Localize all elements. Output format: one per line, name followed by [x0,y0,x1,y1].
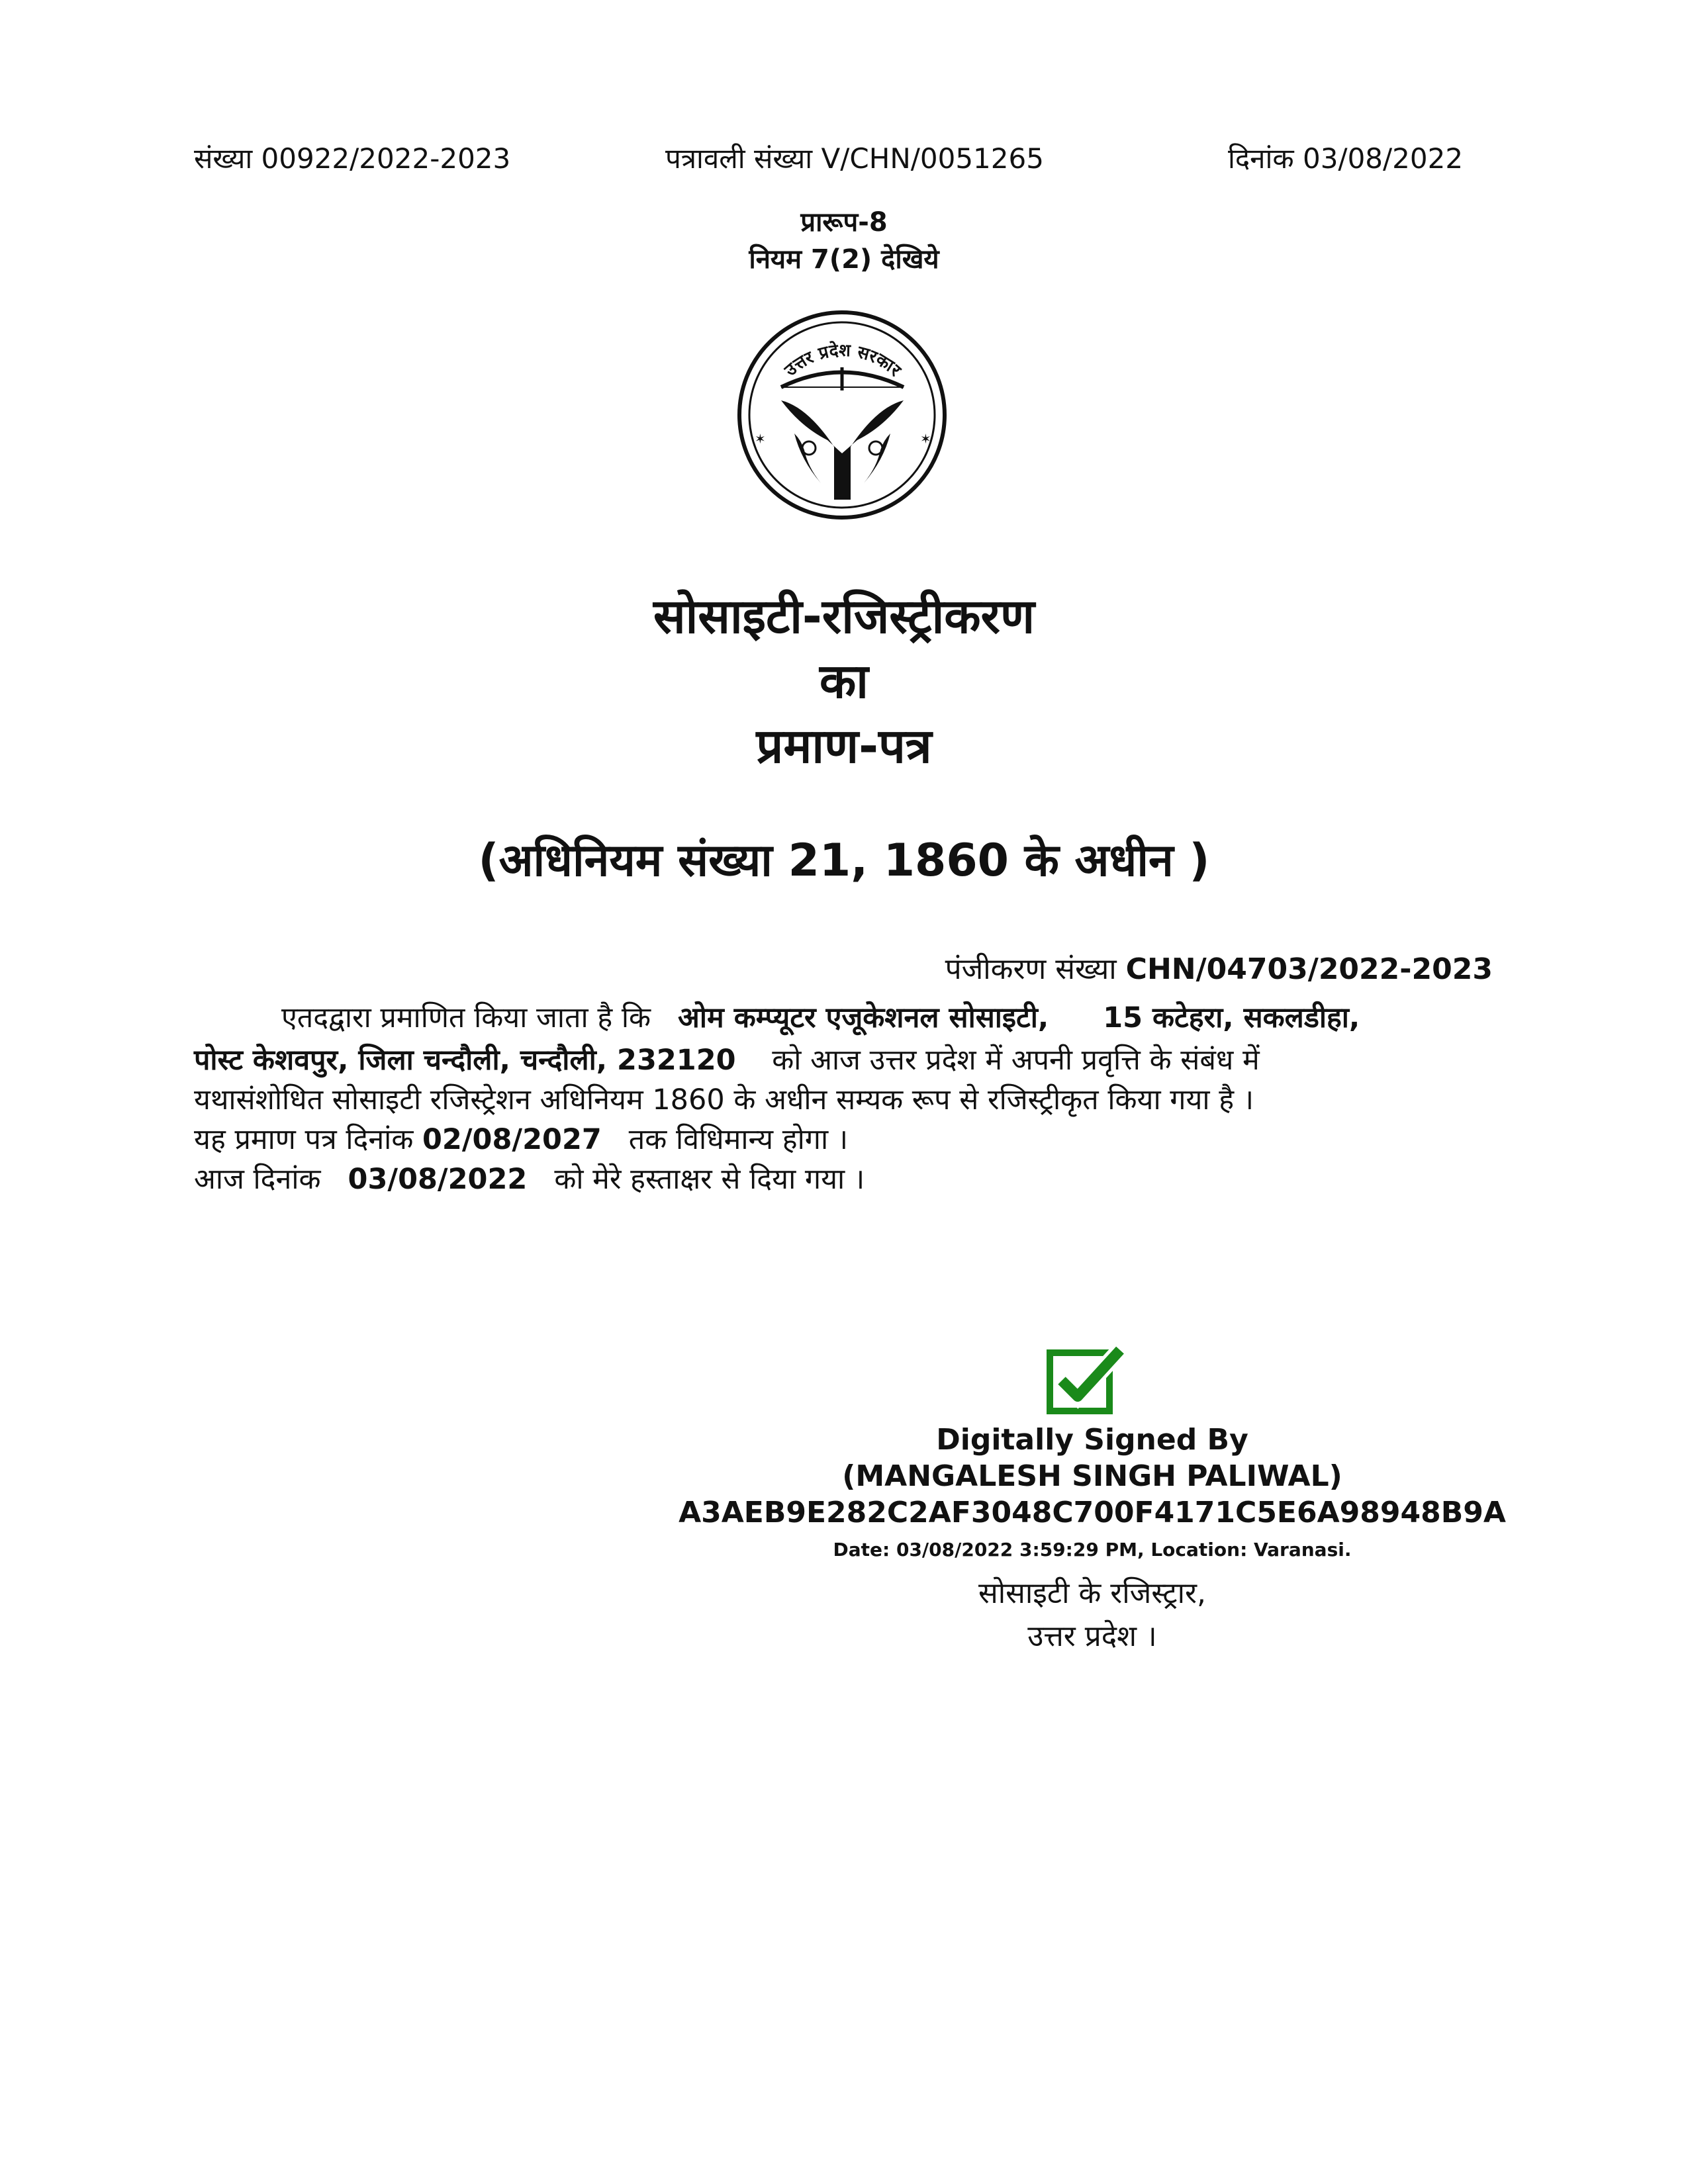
body-line-2-rest: को आज उत्तर प्रदेश में अपनी प्रवृत्ति के संबंध में [772,1044,1260,1077]
signature-hash: A3AEB9E282C2AF3048C700F4171C5E6A98948B9A [679,1496,1506,1529]
certificate-number: संख्या 00922/2022-2023 [194,142,511,175]
registration-value: CHN/04703/2022-2023 [1125,952,1493,986]
body-line-3: यथासंशोधित सोसाइटी रजिस्ट्रेशन अधिनियम 1860 के अधीन सम्यक रूप से रजिस्ट्रीकृत किया गया है । [194,1083,1254,1116]
society-address-1: 15 कटेहरा, सकलडीहा, [1103,1001,1360,1034]
issue-prefix: आज दिनांक [194,1163,321,1196]
certificate-title-line2: का [820,653,868,709]
certificate-date: दिनांक 03/08/2022 [1228,142,1464,175]
svg-text:✶: ✶ [755,431,766,447]
validity-date: 02/08/2027 [422,1123,602,1156]
file-number: पत्रावली संख्या V/CHN/0051265 [665,142,1044,175]
registration-label: पंजीकरण संख्या [945,952,1117,986]
validity-line [194,1120,848,1160]
up-government-seal-icon [735,308,950,523]
signature-date-location: Date: 03/08/2022 3:59:29 PM, Location: Varanasi. [833,1539,1352,1561]
certificate-title-line3: प्रमाण-पत्र [756,718,932,774]
certificate-title-line1: सोसाइटी-रजिस्ट्रीकरण [653,588,1035,644]
form-number: प्रारूप-8 [800,207,888,238]
signature-valid-check-icon [1046,1343,1125,1416]
validity-prefix: यह प्रमाण पत्र दिनांक [194,1123,414,1156]
body-line-2 [194,1040,1260,1080]
registrar-state: उत्तर प्रदेश । [1027,1619,1157,1653]
issue-date: 03/08/2022 [348,1163,528,1196]
registration-number [945,948,1493,987]
issue-suffix: को मेरे हस्ताक्षर से दिया गया । [554,1163,865,1196]
rule-reference: नियम 7(2) देखिये [749,244,939,275]
society-address-2: पोस्ट केशवपुर, जिला चन्दौली, चन्दौली, 232120 [194,1044,736,1077]
body-line-1 [281,998,1360,1038]
signer-name: (MANGALESH SINGH PALIWAL) [842,1459,1342,1493]
issue-line [194,1160,865,1199]
signed-by-label: Digitally Signed By [936,1423,1248,1457]
society-name: ओम कम्प्यूटर एजूकेशनल सोसाइटी, [678,1001,1049,1034]
intro-text: एतदद्वारा प्रमाणित किया जाता है कि [281,1001,651,1034]
svg-text:✶: ✶ [920,431,931,447]
registrar-designation: सोसाइटी के रजिस्ट्रार, [978,1576,1206,1610]
validity-suffix: तक विधिमान्य होगा । [628,1123,849,1156]
svg-text:उत्तर प्रदेश सरकार: उत्तर प्रदेश सरकार [780,340,905,381]
act-reference: (अधिनियम संख्या 21, 1860 के अधीन ) [478,835,1210,887]
